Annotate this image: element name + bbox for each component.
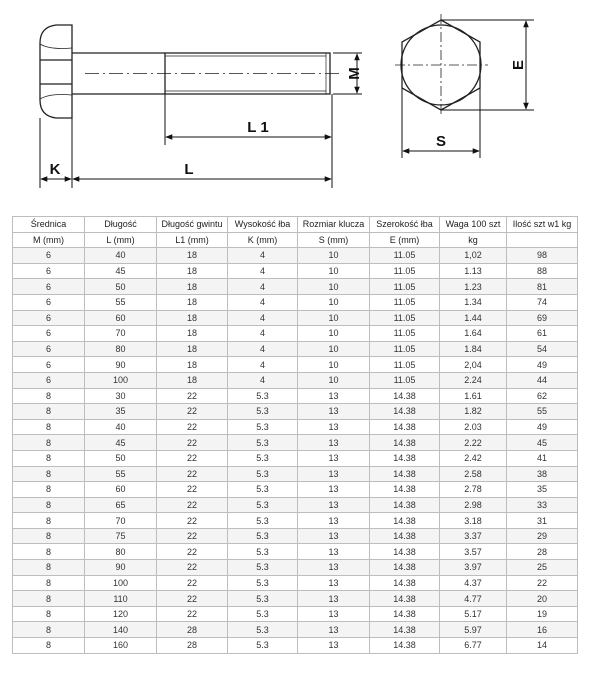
table-cell: 55 xyxy=(507,404,578,420)
table-cell: 18 xyxy=(157,326,228,342)
table-cell: 6 xyxy=(13,372,85,388)
table-cell: 6.77 xyxy=(440,638,507,654)
table-cell: 6 xyxy=(13,310,85,326)
table-cell: 44 xyxy=(507,372,578,388)
table-row xyxy=(13,560,578,576)
table-cell: 13 xyxy=(298,544,370,560)
table-cell: 8 xyxy=(13,482,85,498)
table-cell: 14.38 xyxy=(370,638,440,654)
table-cell: 6 xyxy=(13,294,85,310)
table-cell: 5.3 xyxy=(228,560,298,576)
table-cell: 4 xyxy=(228,248,298,264)
table-row xyxy=(13,591,578,607)
table-row xyxy=(13,528,578,544)
table-cell: 50 xyxy=(85,279,157,295)
table-cell: 55 xyxy=(85,466,157,482)
table-cell: 13 xyxy=(298,622,370,638)
table-cell: 8 xyxy=(13,560,85,576)
table-row xyxy=(13,466,578,482)
table-cell: 4.37 xyxy=(440,575,507,591)
table-row xyxy=(13,435,578,451)
column-header: Ilość szt w1 kg xyxy=(507,217,578,233)
header-row-labels xyxy=(13,217,578,233)
table-cell: 4 xyxy=(228,279,298,295)
table-cell: 5.3 xyxy=(228,544,298,560)
table-cell: 5.17 xyxy=(440,606,507,622)
table-cell: 13 xyxy=(298,513,370,529)
column-header: Wysokość łba xyxy=(228,217,298,233)
table-cell: 14.38 xyxy=(370,544,440,560)
table-cell: 22 xyxy=(157,388,228,404)
table-cell: 8 xyxy=(13,419,85,435)
table-cell: 35 xyxy=(85,404,157,420)
column-unit: S (mm) xyxy=(298,232,370,248)
table-row xyxy=(13,482,578,498)
column-unit: L (mm) xyxy=(85,232,157,248)
table-cell: 13 xyxy=(298,606,370,622)
table-cell: 5.3 xyxy=(228,622,298,638)
table-cell: 5.3 xyxy=(228,388,298,404)
table-cell: 69 xyxy=(507,310,578,326)
table-cell: 13 xyxy=(298,591,370,607)
table-cell: 13 xyxy=(298,450,370,466)
table-cell: 18 xyxy=(157,279,228,295)
table-cell: 14.38 xyxy=(370,466,440,482)
table-cell: 13 xyxy=(298,419,370,435)
table-header xyxy=(13,217,578,248)
table-cell: 29 xyxy=(507,528,578,544)
table-cell: 40 xyxy=(85,419,157,435)
table-cell: 11.05 xyxy=(370,341,440,357)
table-cell: 8 xyxy=(13,435,85,451)
table-cell: 4 xyxy=(228,341,298,357)
table-row xyxy=(13,606,578,622)
table-cell: 14.38 xyxy=(370,450,440,466)
table-cell: 2.98 xyxy=(440,497,507,513)
table-cell: 22 xyxy=(157,450,228,466)
table-cell: 1.44 xyxy=(440,310,507,326)
table-row xyxy=(13,326,578,342)
table-cell: 14.38 xyxy=(370,497,440,513)
table-cell: 22 xyxy=(157,606,228,622)
table-cell: 18 xyxy=(157,263,228,279)
table-cell: 8 xyxy=(13,466,85,482)
table-cell: 45 xyxy=(85,435,157,451)
table-cell: 8 xyxy=(13,544,85,560)
table-cell: 6 xyxy=(13,326,85,342)
table-cell: 1.34 xyxy=(440,294,507,310)
table-cell: 4 xyxy=(228,263,298,279)
table-cell: 5.3 xyxy=(228,528,298,544)
table-cell: 8 xyxy=(13,528,85,544)
table-cell: 13 xyxy=(298,528,370,544)
dim-label-m: M xyxy=(346,67,363,80)
table-row xyxy=(13,575,578,591)
end-view-dimensions xyxy=(402,20,534,158)
table-cell: 4.77 xyxy=(440,591,507,607)
table-cell: 5.3 xyxy=(228,450,298,466)
table-cell: 18 xyxy=(157,372,228,388)
dim-label-e: E xyxy=(510,59,527,71)
table-cell: 98 xyxy=(507,248,578,264)
table-cell: 160 xyxy=(85,638,157,654)
table-cell: 2.58 xyxy=(440,466,507,482)
table-cell: 55 xyxy=(85,294,157,310)
table-cell: 11.05 xyxy=(370,294,440,310)
table-cell: 13 xyxy=(298,466,370,482)
table-cell: 11.05 xyxy=(370,357,440,373)
table-cell: 22 xyxy=(157,466,228,482)
table-cell: 5.3 xyxy=(228,497,298,513)
table-cell: 13 xyxy=(298,404,370,420)
table-cell: 28 xyxy=(157,638,228,654)
table-cell: 2.22 xyxy=(440,435,507,451)
table-cell: 2,04 xyxy=(440,357,507,373)
table-cell: 18 xyxy=(157,341,228,357)
column-header: Długość xyxy=(85,217,157,233)
table-cell: 2.78 xyxy=(440,482,507,498)
table-cell: 65 xyxy=(85,497,157,513)
table-row xyxy=(13,279,578,295)
table-cell: 18 xyxy=(157,310,228,326)
table-cell: 6 xyxy=(13,263,85,279)
table-cell: 18 xyxy=(157,248,228,264)
table-cell: 14 xyxy=(507,638,578,654)
table-cell: 35 xyxy=(507,482,578,498)
table-cell: 60 xyxy=(85,310,157,326)
table-cell: 4 xyxy=(228,357,298,373)
table-cell: 13 xyxy=(298,497,370,513)
table-cell: 5.3 xyxy=(228,435,298,451)
table-cell: 4 xyxy=(228,326,298,342)
table-cell: 14.38 xyxy=(370,435,440,451)
table-cell: 14.38 xyxy=(370,404,440,420)
table-row xyxy=(13,357,578,373)
table-cell: 22 xyxy=(507,575,578,591)
table-cell: 10 xyxy=(298,372,370,388)
table-cell: 1.82 xyxy=(440,404,507,420)
table-cell: 74 xyxy=(507,294,578,310)
table-cell: 22 xyxy=(157,591,228,607)
table-cell: 5.3 xyxy=(228,638,298,654)
table-cell: 70 xyxy=(85,513,157,529)
table-cell: 61 xyxy=(507,326,578,342)
table-cell: 14.38 xyxy=(370,513,440,529)
table-cell: 10 xyxy=(298,279,370,295)
column-header: Waga 100 szt xyxy=(440,217,507,233)
table-cell: 28 xyxy=(507,544,578,560)
table-cell: 22 xyxy=(157,575,228,591)
table-cell: 16 xyxy=(507,622,578,638)
table-cell: 22 xyxy=(157,404,228,420)
table-cell: 14.38 xyxy=(370,419,440,435)
table-cell: 22 xyxy=(157,513,228,529)
table-cell: 5.3 xyxy=(228,482,298,498)
table-cell: 10 xyxy=(298,248,370,264)
table-cell: 3.97 xyxy=(440,560,507,576)
table-cell: 1,02 xyxy=(440,248,507,264)
table-cell: 1.61 xyxy=(440,388,507,404)
table-cell: 5.3 xyxy=(228,591,298,607)
table-cell: 11.05 xyxy=(370,279,440,295)
dim-label-s: S xyxy=(435,133,447,150)
table-cell: 19 xyxy=(507,606,578,622)
table-cell: 100 xyxy=(85,372,157,388)
table-cell: 10 xyxy=(298,263,370,279)
table-cell: 1.84 xyxy=(440,341,507,357)
table-cell: 80 xyxy=(85,544,157,560)
table-cell: 8 xyxy=(13,575,85,591)
bolt-dimensions-table xyxy=(12,216,578,654)
table-cell: 5.3 xyxy=(228,404,298,420)
table-cell: 50 xyxy=(85,450,157,466)
table-cell: 11.05 xyxy=(370,263,440,279)
table-cell: 8 xyxy=(13,606,85,622)
table-row xyxy=(13,263,578,279)
table-cell: 6 xyxy=(13,341,85,357)
table-cell: 14.38 xyxy=(370,622,440,638)
table-row xyxy=(13,294,578,310)
column-unit: E (mm) xyxy=(370,232,440,248)
table-cell: 22 xyxy=(157,497,228,513)
table-cell: 49 xyxy=(507,419,578,435)
table-cell: 75 xyxy=(85,528,157,544)
table-cell: 1.64 xyxy=(440,326,507,342)
table-cell: 28 xyxy=(157,622,228,638)
table-cell: 3.37 xyxy=(440,528,507,544)
table-cell: 110 xyxy=(85,591,157,607)
table-cell: 5.3 xyxy=(228,575,298,591)
table-cell: 22 xyxy=(157,435,228,451)
table-row xyxy=(13,544,578,560)
table-cell: 4 xyxy=(228,294,298,310)
table-row xyxy=(13,341,578,357)
table-cell: 3.57 xyxy=(440,544,507,560)
table-cell: 8 xyxy=(13,497,85,513)
table-cell: 8 xyxy=(13,388,85,404)
column-unit: L1 (mm) xyxy=(157,232,228,248)
table-cell: 25 xyxy=(507,560,578,576)
table-cell: 45 xyxy=(507,435,578,451)
dim-label-l: L xyxy=(184,161,194,178)
dim-label-l1: L 1 xyxy=(247,119,269,136)
column-unit: kg xyxy=(440,232,507,248)
table-cell: 10 xyxy=(298,326,370,342)
table-cell: 62 xyxy=(507,388,578,404)
table-cell: 2.42 xyxy=(440,450,507,466)
table-cell: 41 xyxy=(507,450,578,466)
table-cell: 14.38 xyxy=(370,482,440,498)
table-row xyxy=(13,388,578,404)
table-row xyxy=(13,450,578,466)
table-cell: 10 xyxy=(298,294,370,310)
table-cell: 8 xyxy=(13,638,85,654)
table-cell: 120 xyxy=(85,606,157,622)
table-cell: 81 xyxy=(507,279,578,295)
table-cell: 6 xyxy=(13,357,85,373)
table-cell: 70 xyxy=(85,326,157,342)
table-cell: 22 xyxy=(157,482,228,498)
table-cell: 8 xyxy=(13,450,85,466)
column-unit: M (mm) xyxy=(13,232,85,248)
table-cell: 11.05 xyxy=(370,326,440,342)
column-unit: K (mm) xyxy=(228,232,298,248)
table-cell: 80 xyxy=(85,341,157,357)
table-cell: 10 xyxy=(298,310,370,326)
table-cell: 8 xyxy=(13,404,85,420)
table-cell: 140 xyxy=(85,622,157,638)
table-row xyxy=(13,372,578,388)
table-cell: 13 xyxy=(298,560,370,576)
table-cell: 18 xyxy=(157,294,228,310)
table-cell: 33 xyxy=(507,497,578,513)
table-cell: 2.03 xyxy=(440,419,507,435)
table-cell: 20 xyxy=(507,591,578,607)
table-cell: 11.05 xyxy=(370,248,440,264)
table-cell: 1.13 xyxy=(440,263,507,279)
table-cell: 8 xyxy=(13,622,85,638)
table-cell: 18 xyxy=(157,357,228,373)
table-cell: 5.3 xyxy=(228,513,298,529)
table-cell: 5.3 xyxy=(228,419,298,435)
table-cell: 11.05 xyxy=(370,372,440,388)
table-cell: 22 xyxy=(157,528,228,544)
table-cell: 13 xyxy=(298,638,370,654)
table-cell: 45 xyxy=(85,263,157,279)
table-cell: 5.3 xyxy=(228,466,298,482)
table-cell: 5.3 xyxy=(228,606,298,622)
table-cell: 10 xyxy=(298,341,370,357)
table-cell: 40 xyxy=(85,248,157,264)
column-header: Średnica xyxy=(13,217,85,233)
table-cell: 13 xyxy=(298,482,370,498)
table-cell: 22 xyxy=(157,560,228,576)
table-body xyxy=(13,248,578,653)
table-cell: 54 xyxy=(507,341,578,357)
table-cell: 90 xyxy=(85,560,157,576)
table-cell: 38 xyxy=(507,466,578,482)
table-cell: 5.97 xyxy=(440,622,507,638)
table-row xyxy=(13,419,578,435)
table-cell: 4 xyxy=(228,310,298,326)
table-cell: 14.38 xyxy=(370,606,440,622)
table-row xyxy=(13,638,578,654)
table-cell: 88 xyxy=(507,263,578,279)
table-cell: 14.38 xyxy=(370,388,440,404)
column-header: Szerokość łba xyxy=(370,217,440,233)
table-cell: 3.18 xyxy=(440,513,507,529)
table-cell: 22 xyxy=(157,544,228,560)
table-cell: 90 xyxy=(85,357,157,373)
bolt-end-view xyxy=(395,14,488,117)
header-row-units xyxy=(13,232,578,248)
table-cell: 49 xyxy=(507,357,578,373)
table-row xyxy=(13,513,578,529)
table-cell: 13 xyxy=(298,435,370,451)
table-cell: 8 xyxy=(13,513,85,529)
table-cell: 13 xyxy=(298,388,370,404)
table-row xyxy=(13,248,578,264)
table-cell: 2.24 xyxy=(440,372,507,388)
table-cell: 6 xyxy=(13,248,85,264)
table-cell: 31 xyxy=(507,513,578,529)
table-cell: 14.38 xyxy=(370,591,440,607)
table-cell: 11.05 xyxy=(370,310,440,326)
table-cell: 8 xyxy=(13,591,85,607)
column-header: Rozmiar klucza xyxy=(298,217,370,233)
table-cell: 100 xyxy=(85,575,157,591)
table-cell: 6 xyxy=(13,279,85,295)
table-cell: 4 xyxy=(228,372,298,388)
table-cell: 30 xyxy=(85,388,157,404)
table-row xyxy=(13,622,578,638)
table-row xyxy=(13,497,578,513)
table-cell: 10 xyxy=(298,357,370,373)
table-row xyxy=(13,310,578,326)
table-cell: 14.38 xyxy=(370,575,440,591)
dim-label-k: K xyxy=(49,161,61,178)
column-header: Długość gwintu xyxy=(157,217,228,233)
table-cell: 1.23 xyxy=(440,279,507,295)
column-unit xyxy=(507,232,578,248)
bolt-side-view xyxy=(40,25,340,118)
table-cell: 13 xyxy=(298,575,370,591)
table-cell: 14.38 xyxy=(370,528,440,544)
table-cell: 14.38 xyxy=(370,560,440,576)
table-row xyxy=(13,404,578,420)
table-cell: 60 xyxy=(85,482,157,498)
table-cell: 22 xyxy=(157,419,228,435)
bolt-technical-drawing xyxy=(0,0,600,205)
